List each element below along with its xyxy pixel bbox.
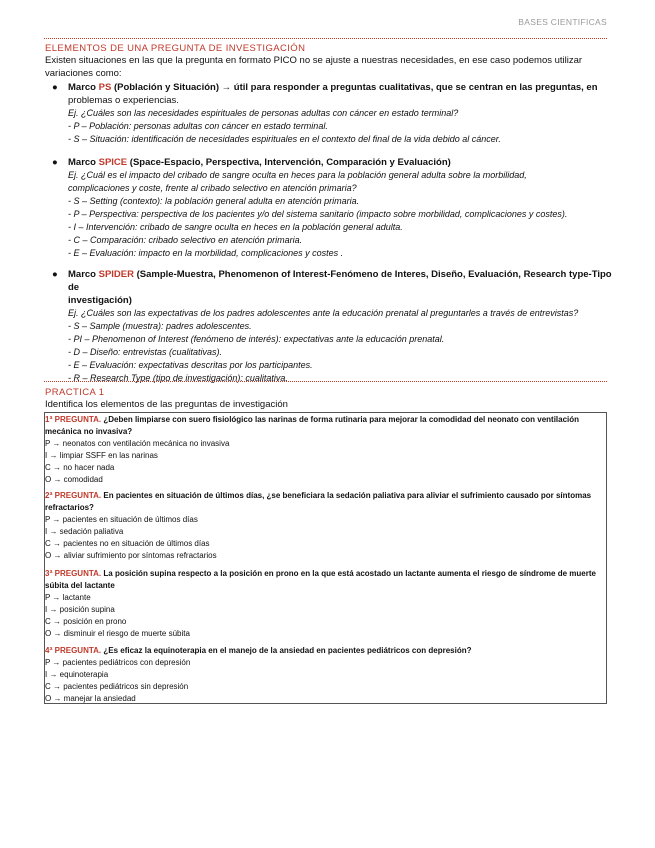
pico-item: C → posición en prono [45,617,127,626]
pico-item: P → pacientes pediátricos con depresión [45,658,191,667]
section-title: ELEMENTOS DE UNA PREGUNTA DE INVESTIGACIÓN [45,43,306,54]
divider [44,38,607,39]
question-title [45,568,600,580]
question-title [45,414,600,426]
frame-title-rest: (Space-Espacio, Perspectiva, Intervención, Comparación y Evaluación) [127,157,451,168]
frame-spider-line: - E – Evaluación: expectativas descritas por los participantes. [68,360,313,370]
frame-spider-line: - S – Sample (muestra): padres adolescentes. [68,321,252,331]
frame-spider-line: Ej. ¿Cuáles son las expectativas de los padres adolescentes ante la educación prenatal al preguntarles a través de entrevistas? [68,308,579,318]
frame-acronym: SPICE [98,157,128,168]
pico-item: O → manejar la ansiedad [45,694,136,703]
intro-line-2: variaciones como: [45,67,122,79]
pico-item: I → limpiar SSFF en las narinas [45,451,158,460]
question-number: 2ª PREGUNTA. [45,491,102,500]
frame-spider-line: - D – Diseño: entrevistas (cualitativas). [68,347,223,357]
bullet-icon: ● [52,157,58,168]
frame-ps-line: - P – Población: personas adultas con cáncer en estado terminal. [68,121,328,131]
frame-prefix: Marco [68,157,99,168]
pico-item: P → lactante [45,593,91,602]
question-text-cont: súbita del lactante [45,581,115,590]
pico-item: O → aliviar sufrimiento por síntomas refractarios [45,551,217,560]
bullet-icon: ● [52,82,58,93]
pico-item: I → posición supina [45,605,115,614]
question-number: 3ª PREGUNTA. [45,569,102,578]
question-title [45,645,600,657]
frame-ps-line: - S – Situación: identificación de necesidades espirituales en el contexto del final de la vida debido al cáncer. [68,134,501,144]
question-title [45,490,600,502]
question-1 [45,414,600,486]
question-3 [45,568,600,640]
frame-spider-title-cont: investigación) [68,295,132,306]
frame-acronym: SPIDER [98,269,134,280]
question-number: 1ª PREGUNTA. [45,415,102,424]
divider [44,381,607,382]
frame-spice-title [52,156,612,169]
frame-prefix: Marco [68,269,99,280]
question-text-cont: mecánica no invasiva? [45,427,133,436]
pico-item: C → pacientes no en situación de últimos días [45,539,210,548]
question-text: ¿Es eficaz la equinoterapia en el manejo de la ansiedad en pacientes pediátricos con depresión? [101,646,472,655]
frame-spider [52,268,612,385]
frame-ps-title-cont: problemas o experiencias. [68,95,179,106]
running-header: BASES CIENTIFICAS [518,17,607,27]
frame-spice-line: - I – Intervención: cribado de sangre oculta en heces en la población general adulta. [68,222,403,232]
frame-ps [52,81,612,146]
frame-spice [52,156,612,260]
frame-spider-line: - R – Research Type (tipo de investigación): cualitativa. [68,373,288,383]
practice-subtitle: Identifica los elementos de las preguntas de investigación [45,399,288,410]
frame-acronym: PS [98,82,112,93]
pico-item: C → no hacer nada [45,463,115,472]
pico-item: C → pacientes pediátricos sin depresión [45,682,189,691]
frame-spice-line: Ej. ¿Cuál es el impacto del cribado de sangre oculta en heces para la población general adulta sobre la morbilidad, [68,170,527,180]
bullet-icon: ● [52,269,58,280]
frame-spice-line: complicaciones y coste, frente al cribado selectivo en atención primaria? [68,183,357,193]
pico-item: I → equinoterapia [45,670,109,679]
frame-spider-title [52,268,612,294]
frame-ps-title [52,81,612,94]
frame-spice-line: - E – Evaluación: impacto en la morbilidad, complicaciones y costes . [68,248,344,258]
frame-prefix: Marco [68,82,99,93]
frame-spice-line: - P – Perspectiva: perspectiva de los pacientes y/o del sistema sanitario (impacto sobre morbilidad, complicaciones y costes). [68,209,568,219]
pico-item: O → disminuir el riesgo de muerte súbita [45,629,190,638]
frame-spice-line: - C – Comparación: cribado selectivo en atención primaria. [68,235,303,245]
frame-spice-line: - S – Setting (contexto): la población general adulta en atención primaria. [68,196,360,206]
question-text: ¿Deben limpiarse con suero fisiológico las narinas de forma rutinaria para mejorar la comodidad del neonato con ventilación [101,415,580,424]
pico-item: I → sedación paliativa [45,527,124,536]
question-text: En pacientes en situación de últimos días, ¿se beneficiara la sedación paliativa para aliviar el sufrimiento causado por síntomas [101,491,592,500]
question-4 [45,645,600,705]
question-text: La posición supina respecto a la posición en prono en la que está acostado un lactante aumenta el riesgo de síndrome de muerte [101,569,596,578]
pico-item: P → pacientes en situación de últimos días [45,515,198,524]
question-2 [45,490,600,562]
frame-title-rest: (Sample-Muestra, Phenomenon of Interest-Fenómeno de Interes, Diseño, Evaluación, Research type-Tipo de [68,269,612,293]
frame-ps-line: Ej. ¿Cuáles son las necesidades espirituales de personas adultas con cáncer en estado terminal? [68,108,459,118]
question-number: 4ª PREGUNTA. [45,646,102,655]
frame-title-rest: (Población y Situación) → útil para responder a preguntas cualitativas, que se centran en las preguntas, en [111,82,598,93]
frame-spider-line: - PI – Phenomenon of Interest (fenómeno de interés): expectativas ante la educación prenatal. [68,334,445,344]
pico-item: P → neonatos con ventilación mecánica no invasiva [45,439,230,448]
question-text-cont: refractarios? [45,503,94,512]
intro-paragraph [45,55,605,80]
practice-title: PRACTICA 1 [45,387,105,398]
pico-item: O → comodidad [45,475,103,484]
intro-line-1: Existen situaciones en las que la pregunta en formato PICO no se ajuste a nuestras necesidades, en ese caso podemos utilizar [45,55,583,66]
